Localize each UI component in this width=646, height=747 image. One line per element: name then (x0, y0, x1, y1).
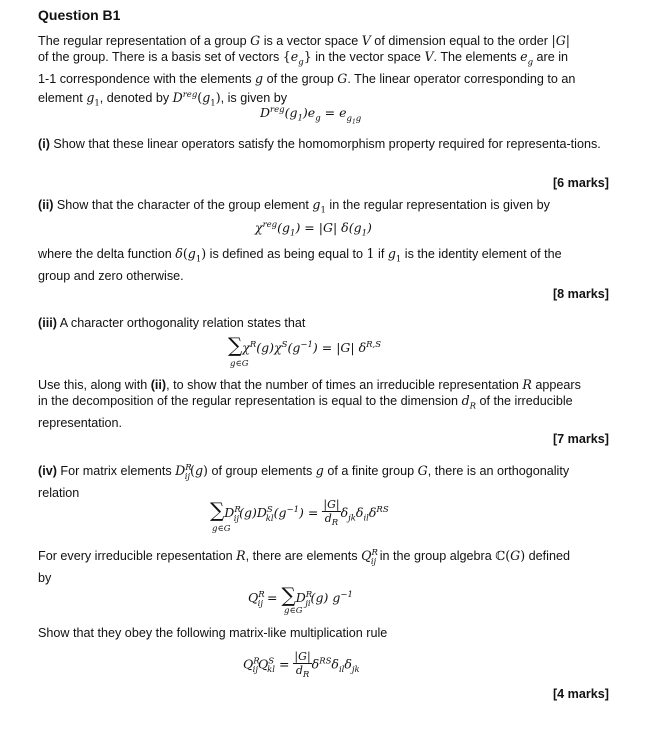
part-iv-multiplication-instruction: Show that they obey the following matrix-like multiplication rule (38, 626, 388, 640)
part-i-marks: [6 marks] (552, 176, 609, 190)
equation-Q-definition: $Q^R_{ij} = \sum D^R_{ji}(g)$ $g^{-1}$ (248, 583, 353, 609)
equation-regular-operator: $D^{reg}(g_1)e_g = e_{g_1g}$ (260, 105, 362, 126)
question-heading: Question B1 (38, 7, 121, 23)
part-iii-instruction: Use this, along with (ii), to show that the number of times an irreducible representation R appears in the decomposition of the regular representation is equal to the dimension $d_R$ of the irreducible representation. (38, 377, 581, 430)
part-iv-marks: [4 marks] (552, 687, 609, 701)
part-iv-text: (iv) For matrix elements $D^R_{ij}(g)$ of group elements g of a finite group G, there is an orthogonality relation (38, 463, 570, 500)
part-ii-marks: [8 marks] (552, 287, 609, 301)
part-iii-text: (iii) A character orthogonality relation states that (38, 316, 306, 330)
equation-multiplication-rule: $Q^R_{ij}Q^S_{kl}$ = $\frac{|G|}{d_R}$ $\delta^{RS}\delta_{il}\delta_{jk}$ (243, 650, 360, 681)
sum-limit-g-in-G: g∈G (284, 606, 303, 616)
equation-character-orthogonality: $\sum\chi^R(g)\chi^S(g^{-1}) = |G|$ $\delta^{R,S}$ (228, 333, 382, 357)
part-ii-text: (ii) Show that the character of the group element $g_1$ in the regular representation is given by (38, 197, 550, 216)
part-i-text: (i) Show that these linear operators satisfy the homomorphism property required for representa-tions. (38, 137, 601, 151)
equation-character-regular: $\chi^{reg}(g_1) = |G|$ $\delta(g_1)$ (255, 220, 372, 239)
sum-limit-g-in-G: g∈G (212, 524, 231, 534)
part-iv-algebra-definition: For every irreducible repesentation R, there are elements $Q^R_{ij}$ in the group algebra ℂ(G) defined by (38, 548, 570, 585)
part-ii-delta-definition: where the delta function $\delta(g_1)$ is defined as being equal to 1 if $g_1$ is the identity element of the group and zero otherwise. (38, 246, 562, 283)
sum-limit-g-in-G: g∈G (230, 359, 249, 369)
intro-paragraph: The regular representation of a group G is a vector space V of dimension equal to the order |G| of the group. There is a basis set of vectors $\{e_g\}$ in the vector space V. The elements $e_g$ are in 1-1 correspondence with the elements g of the group G. The linear operator corresponding to an element $g_1$, denoted by $D^{reg}(g_1)$, is given by (38, 33, 576, 109)
equation-matrix-orthogonality: $\sum D^R_{ij}(g)D^S_{kl}(g^{-1})$ = $\frac{|G|}{d_R}$ $\delta_{jk}\delta_{il}\delta^{RS}$ (210, 498, 389, 529)
part-iii-marks: [7 marks] (552, 432, 609, 446)
